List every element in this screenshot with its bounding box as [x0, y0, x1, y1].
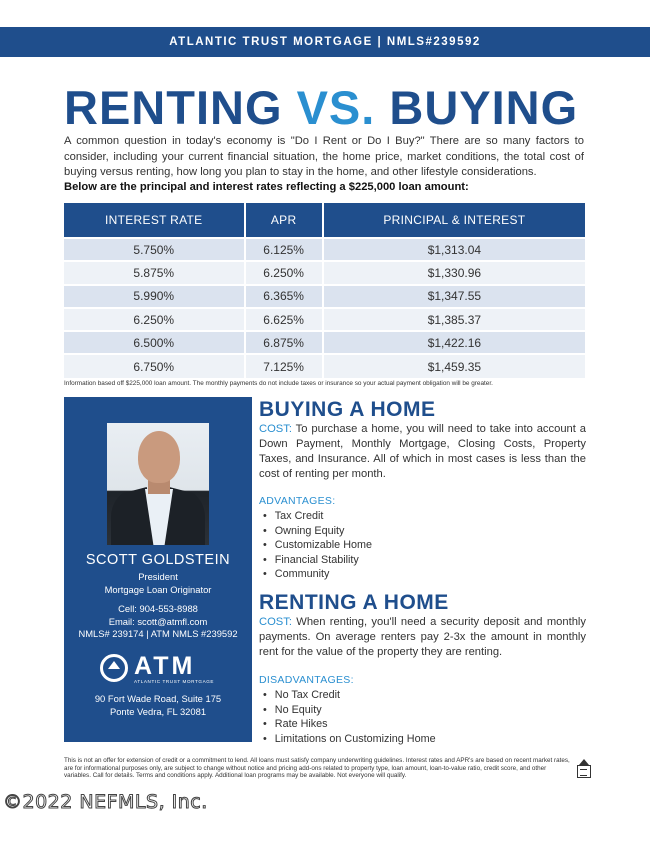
buying-cost-label: COST: [259, 423, 292, 435]
renting-cost-label: COST: [259, 616, 292, 628]
cell-rate: 6.250% [64, 308, 245, 331]
cell-apr: 6.365% [245, 285, 323, 308]
list-item: • Limitations on Customizing Home [263, 732, 436, 747]
cell-apr: 7.125% [245, 354, 323, 377]
rates-table [64, 203, 585, 378]
cell-payment: $1,347.55 [323, 285, 585, 308]
equal-housing-icon [577, 765, 591, 778]
agent-email: Email: scott@atmfl.com [108, 616, 208, 627]
cell-payment: $1,313.04 [323, 238, 585, 261]
disadvantages-label: DISADVANTAGES: [259, 674, 354, 686]
cell-payment: $1,330.96 [323, 261, 585, 284]
atm-logo [100, 654, 216, 686]
agent-address-line1: 90 Fort Wade Road, Suite 175 [94, 693, 222, 704]
advantages-list [263, 509, 372, 582]
title-vs: VS. [296, 81, 376, 134]
agent-title: Mortgage Loan Originator [104, 584, 212, 595]
title-renting: RENTING [64, 81, 297, 134]
cell-payment: $1,459.35 [323, 354, 585, 377]
buying-cost-body: To purchase a home, you will need to take into account a Down Payment, Monthly Mortgage, Closing Costs, Property Taxes, and Insurance. All of which in most cases is less than the cost of renting per month. [259, 423, 586, 480]
list-item: • Financial Stability [263, 553, 372, 568]
header-apr: APR [245, 203, 323, 238]
cell-payment: $1,385.37 [323, 308, 585, 331]
table-row [64, 354, 585, 377]
list-item: • Community [263, 567, 372, 582]
renting-cost-body: When renting, you'll need a security deposit and monthly payments. On average renters pay 2-3x the amount in monthly rent for the value of the property they are renting. [259, 616, 586, 658]
logo-wordmark: ATM [134, 652, 196, 680]
logo-subtitle: ATLANTIC TRUST MORTGAGE [134, 679, 215, 684]
table-row [64, 238, 585, 261]
header-principal-interest: PRINCIPAL & INTEREST [323, 203, 585, 238]
intro-bold-line: Below are the principal and interest rates reflecting a $225,000 loan amount: [64, 181, 469, 193]
cell-apr: 6.125% [245, 238, 323, 261]
agent-name: SCOTT GOLDSTEIN [85, 552, 231, 568]
table-row [64, 261, 585, 284]
agent-cell: Cell: 904-553-8988 [118, 603, 198, 614]
renting-cost-text [259, 615, 586, 660]
agent-address-line2: Ponte Vedra, FL 32081 [109, 706, 207, 717]
buying-cost-text [259, 422, 586, 482]
list-item: • No Tax Credit [263, 688, 436, 703]
cell-apr: 6.625% [245, 308, 323, 331]
table-row [64, 331, 585, 354]
cell-rate: 5.990% [64, 285, 245, 308]
table-footnote: Information based off $225,000 loan amount. The monthly payments do not include taxes or insurance so your actual payment obligation will be greater. [64, 380, 493, 387]
cell-payment: $1,422.16 [323, 331, 585, 354]
title-buying: BUYING [375, 81, 579, 134]
cell-apr: 6.250% [245, 261, 323, 284]
agent-card [64, 397, 252, 742]
top-banner: ATLANTIC TRUST MORTGAGE | NMLS#239592 [0, 27, 650, 57]
list-item: • Owning Equity [263, 524, 372, 539]
header-interest-rate: INTEREST RATE [64, 203, 245, 238]
agent-nmls: NMLS# 239174 | ATM NMLS #239592 [78, 628, 238, 639]
agent-photo [107, 423, 209, 545]
copyright-watermark: ©2022 NEFMLS, Inc. [3, 791, 208, 813]
list-item: • Customizable Home [263, 538, 372, 553]
intro-paragraph: A common question in today's economy is "Do I Rent or Do I Buy?" There are so many factors to consider, including your current financial situation, the home price, market conditions, the total cost of buying versus renting, how long you plan to stay in the home, and other lifestyle considerations. [64, 135, 584, 178]
list-item: • Tax Credit [263, 509, 372, 524]
renting-title: RENTING A HOME [259, 591, 449, 614]
list-item: • No Equity [263, 703, 436, 718]
table-row [64, 308, 585, 331]
table-row [64, 285, 585, 308]
buying-title: BUYING A HOME [259, 398, 436, 421]
agent-role: President [138, 571, 178, 582]
cell-rate: 5.750% [64, 238, 245, 261]
legal-disclaimer: This is not an offer for extension of credit or a commitment to lend. All loans must satisfy company underwriting guidelines. Interest rates and APR's are based on recent market rates, are for informational purposes only, are subject to change without notice and pricing add-ons related to property type, loan amount, loan-to-value ratio, credit score, and other variables. Call for details. Terms and conditions apply. Additional loan programs may be available. Not everyone will qualify. [64, 757, 570, 780]
house-logo-icon [100, 654, 128, 682]
page-title [64, 80, 594, 135]
table-header-row [64, 203, 585, 238]
cell-rate: 6.750% [64, 354, 245, 377]
list-item: • Rate Hikes [263, 717, 436, 732]
cell-rate: 5.875% [64, 261, 245, 284]
disadvantages-list [263, 688, 436, 746]
photo-head [138, 431, 180, 483]
advantages-label: ADVANTAGES: [259, 495, 336, 507]
cell-apr: 6.875% [245, 331, 323, 354]
cell-rate: 6.500% [64, 331, 245, 354]
